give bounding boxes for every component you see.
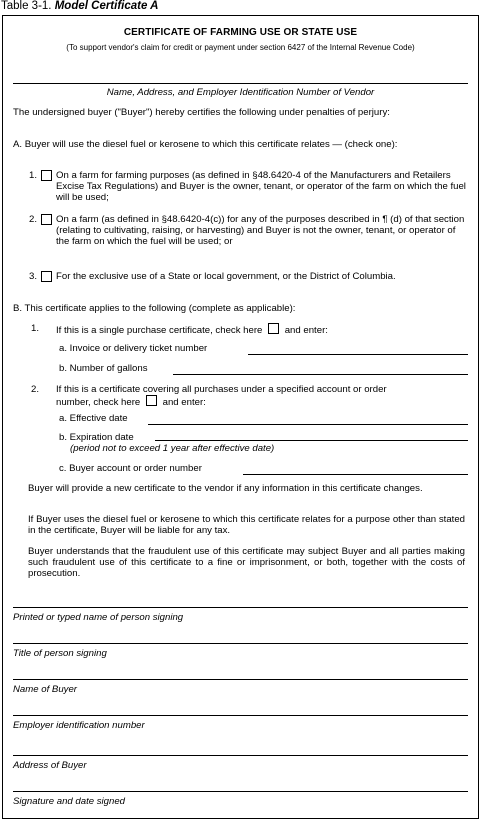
expiration-date-label: b. Expiration date (59, 432, 134, 443)
vendor-info-line[interactable] (13, 83, 468, 84)
account-number-field[interactable] (243, 474, 468, 475)
certificate-box (2, 15, 479, 819)
item-a2-text: On a farm (as defined in §48.6420-4(c)) for any of the purposes described in ¶ (d) of that section (relating to cultivating, raising, or harvesting) and Buyer is not the owner, tenant, or operator of the farm on which the fuel will be used; or (56, 214, 465, 248)
account-purchase-checkbox[interactable] (146, 395, 157, 406)
vendor-label: Name, Address, and Employer Identification Number of Vendor (106, 87, 375, 98)
item-b1-line (56, 323, 328, 336)
expiration-date-note: (period not to exceed 1 year after effective date) (70, 443, 275, 454)
table-title-prefix: Table 3-1. (1, 0, 52, 12)
account-number-label: c. Buyer account or order number (59, 463, 202, 474)
item-a2-checkbox[interactable] (41, 214, 52, 225)
fraud-paragraph: Buyer understands that the fraudulent use of this certificate may subject Buyer and all parties making such fraudulent use of this certificate to a fine or imprisonment, or both, together with the costs of prosecution. (28, 546, 465, 580)
section-a-text: A. Buyer will use the diesel fuel or kerosene to which this certificate relates — (check one): (13, 139, 398, 150)
invoice-number-label: a. Invoice or delivery ticket number (59, 343, 208, 354)
item-a3-text: For the exclusive use of a State or local government, or the District of Columbia. (56, 271, 396, 282)
printed-name-label: Printed or typed name of person signing (13, 612, 184, 623)
item-b2-text: number, check here (56, 397, 141, 408)
effective-date-label: a. Effective date (59, 413, 128, 424)
ein-label: Employer identification number (13, 720, 145, 731)
title-label: Title of person signing (13, 648, 107, 659)
item-a3-number: 3. (29, 271, 38, 282)
table-title (1, 0, 158, 13)
buyer-name-line[interactable] (13, 679, 468, 680)
new-certificate-paragraph: Buyer will provide a new certificate to the vendor if any information in this certificate changes. (28, 483, 423, 494)
item-b1-number: 1. (31, 323, 40, 334)
liability-paragraph: If Buyer uses the diesel fuel or kerosene to which this certificate relates for a purpose other than stated in the certificate, Buyer will be liable for any tax. (28, 514, 465, 537)
item-a2-number: 2. (29, 214, 38, 225)
single-purchase-checkbox[interactable] (268, 323, 279, 334)
item-a1-number: 1. (29, 170, 38, 181)
printed-name-line[interactable] (13, 607, 468, 608)
gallons-field[interactable] (173, 374, 468, 375)
intro-text: The undersigned buyer ("Buyer") hereby certifies the following under penalties of perjury: (13, 107, 390, 118)
expiration-date-field[interactable] (155, 440, 468, 441)
buyer-address-line[interactable] (13, 755, 468, 756)
item-b2-line1: If this is a certificate covering all purchases under a specified account or order (56, 384, 387, 395)
ein-line[interactable] (13, 715, 468, 716)
effective-date-field[interactable] (148, 424, 468, 425)
buyer-name-label: Name of Buyer (13, 684, 77, 695)
item-a1-text: On a farm for farming purposes (as defined in §48.6420-4 of the Manufacturers and Retailers Excise Tax Regulations) and Buyer is the owner, tenant, or operator of the farm on which the fuel will be used; (56, 170, 466, 204)
certificate-subheading: (To support vendor's claim for credit or payment under section 6427 of the Internal Revenue Code) (66, 43, 415, 52)
item-b2-number: 2. (31, 384, 40, 395)
item-a1-checkbox[interactable] (41, 170, 52, 181)
gallons-label: b. Number of gallons (59, 363, 148, 374)
section-b-text: B. This certificate applies to the following (complete as applicable): (13, 303, 296, 314)
table-title-name: Model Certificate A (54, 0, 159, 12)
invoice-number-field[interactable] (248, 354, 468, 355)
signature-line[interactable] (13, 791, 468, 792)
item-b2-line2 (56, 395, 206, 408)
item-b1-text: If this is a single purchase certificate, check here (56, 325, 263, 336)
item-b2-text-after: and enter: (162, 397, 206, 408)
item-a3-checkbox[interactable] (41, 271, 52, 282)
item-b1-text-after: and enter: (284, 325, 328, 336)
certificate-heading: CERTIFICATE OF FARMING USE OR STATE USE (123, 27, 358, 38)
title-line[interactable] (13, 643, 468, 644)
signature-label: Signature and date signed (13, 796, 126, 807)
buyer-address-label: Address of Buyer (13, 760, 87, 771)
